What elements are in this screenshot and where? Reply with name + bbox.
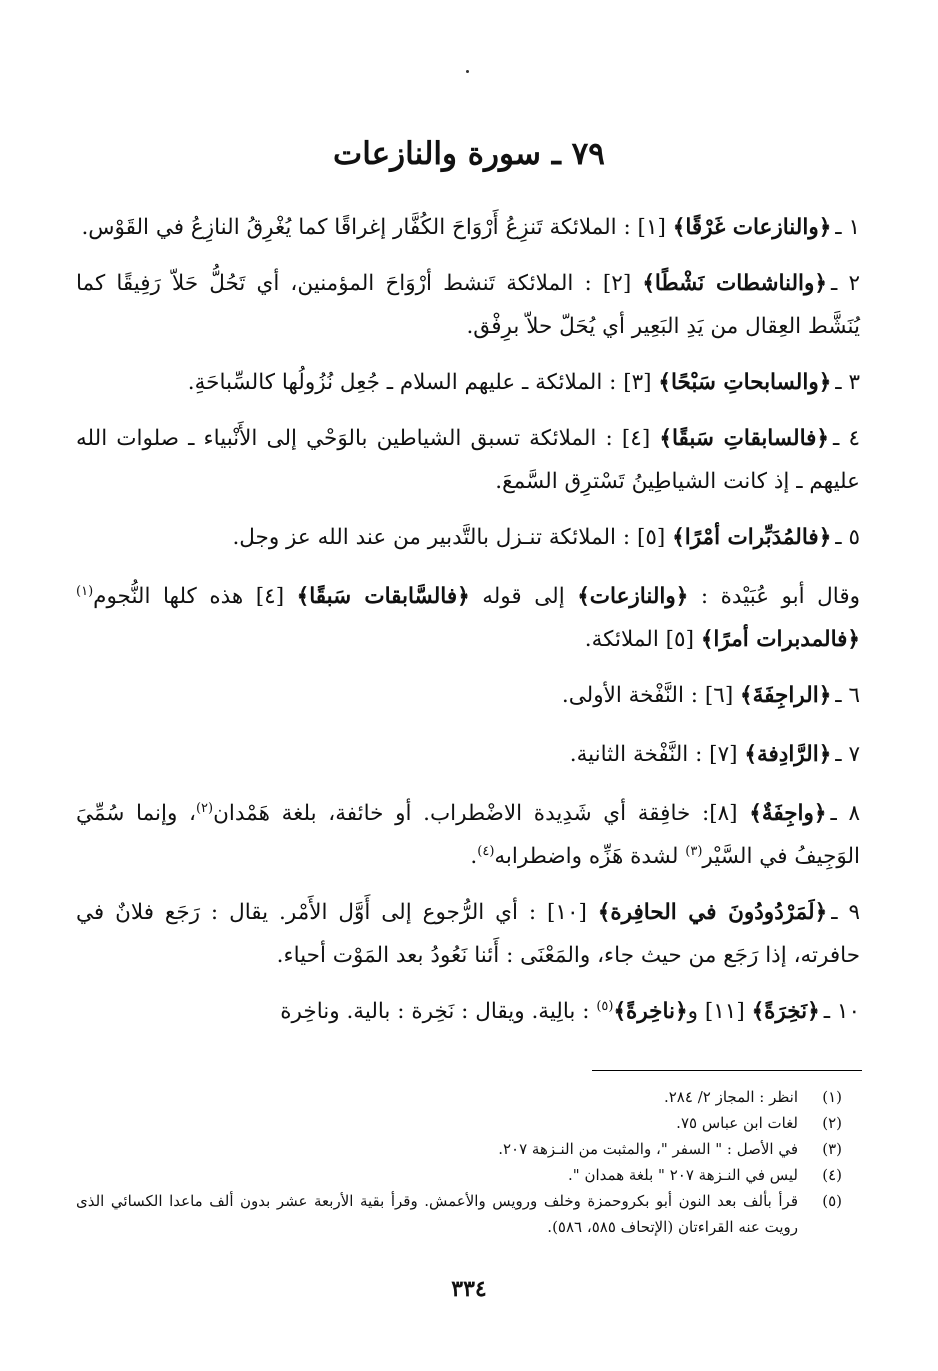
footnote-ref-1: (١): [76, 583, 94, 599]
footnote-number: (٢): [822, 1114, 842, 1132]
footnote-ref-2: (٢): [195, 800, 214, 816]
footnote-3: [76, 1136, 842, 1162]
footnote-text: لغات ابن عباس ٧٥.: [676, 1114, 798, 1132]
entry-4: [76, 417, 860, 503]
entry-text: [٨]: خافِقة أي شَدِيدة الاضْطراب. أو خائفة، بلغة هَمْدان: [213, 801, 750, 826]
para-text: وقال أبو عُبَيْدة :: [688, 584, 860, 609]
quran-quote: ﴿فالسابقاتِ سَبقًا﴾: [659, 426, 830, 451]
footnote-ref-4: (٤): [477, 843, 495, 859]
footnotes: [76, 1084, 842, 1240]
entry-number: ٦ ـ: [835, 683, 860, 708]
footnote-4: [76, 1162, 842, 1188]
quran-quote: ﴿فالسَّابقات سَبقًا﴾: [296, 584, 470, 609]
footnote-number: (٣): [822, 1140, 842, 1158]
entry-text: [٢] : الملائكة تَنشط أرْوَاحَ المؤمنين، أي تَحُلُّ حَلاّ رَفِيقًا كما يُنَشَّط العِقال من يَدِ البَعِير أي يُحَلّ حلاّ برِفْق.: [76, 271, 860, 339]
entry-text: ، وإنما سُمِّيَ الوَجِيفُ في السَّيْر: [76, 801, 860, 869]
quran-quote: ﴿فالمدبرات أمرًا﴾: [700, 627, 860, 652]
entry-7: [76, 733, 860, 776]
entry-8: [76, 792, 860, 878]
entry-3: [76, 361, 860, 404]
footnote-1: [76, 1084, 842, 1110]
entry-5: [76, 516, 860, 559]
footnote-number: (١): [822, 1088, 842, 1106]
entry-text: .: [470, 844, 478, 869]
footnote-5: [76, 1188, 842, 1240]
footnote-number: (٤): [822, 1166, 842, 1184]
entry-text: [١] : الملائكة تَنزِعُ أَرْوَاحَ الكُفَّار إغراقًا كما يُغْرِقُ النازِعُ في القَوْس.: [81, 215, 673, 240]
quran-quote: ﴿والنازعات﴾: [577, 584, 689, 609]
footnote-divider: [592, 1070, 862, 1071]
para-text: إلى قوله: [469, 584, 578, 609]
entry-10: [76, 990, 860, 1033]
footnote-text: في الأصل : " السفر "، والمثبت من النـزهة ٢٠٧.: [498, 1140, 798, 1158]
page-number: ٣٣٤: [451, 1276, 487, 1302]
entry-text: [٣] : الملائكة ـ عليهم السلام ـ جُعِل نُزُولُها كالسِّباحَةِ.: [187, 370, 659, 395]
quran-quote: ﴿والنازعات غَرْقًا﴾: [672, 215, 832, 240]
quran-quote: ﴿والناشطات نَشْطًا﴾: [642, 271, 828, 296]
entry-text: [٥] : الملائكة تنـزل بالتَّدبير من عند الله عز وجل.: [232, 525, 673, 550]
entry-text: [٦] : النَّفْخة الأولى.: [561, 683, 741, 708]
entry-6: [76, 674, 860, 717]
entry-text: [١١] و: [687, 999, 752, 1024]
footnote-text: انظر : المجاز ٢/ ٢٨٤.: [663, 1088, 798, 1106]
entry-text: : بالِية. ويقال : نَخِرة : بالية. وناخِرة: [280, 999, 597, 1024]
footnote-2: [76, 1110, 842, 1136]
quran-quote: ﴿ناخِرةً﴾: [613, 999, 688, 1024]
quran-quote: ﴿نَخِرَةً﴾: [751, 999, 820, 1024]
quran-quote: ﴿الرَّادِفة﴾: [744, 742, 832, 767]
quran-quote: ﴿واجِفَةٌ﴾: [749, 801, 827, 826]
entry-number: ٣ ـ: [835, 370, 860, 395]
para-text: [٥] الملائكة.: [584, 627, 701, 652]
entry-text: لشدة هَزِّه واضطرابه: [494, 844, 686, 869]
surah-title: ٧٩ ـ سورة والنازعات: [333, 136, 605, 172]
quran-quote: ﴿لَمَرْدُودُونَ في الحافِرة﴾: [597, 900, 828, 925]
entry-text: [١٠] : أي الرُّجوع إلى أَوَّل الأَمْر. يقال : رَجَع فلانٌ في حافرته، إذا رَجَع من حيث جاء، والمَعْنَى : أَئنا نَعُودُ بعد المَوْت أحياء.: [76, 900, 860, 968]
footnote-ref-3: (٣): [685, 843, 703, 859]
entry-number: ٧ ـ: [835, 742, 860, 767]
entry-number: ٥ ـ: [835, 525, 860, 550]
entry-9: [76, 891, 860, 977]
abu-ubayda-paragraph: [76, 575, 860, 661]
entry-2: [76, 262, 860, 348]
footnote-ref-5: (٥): [596, 998, 614, 1014]
entry-number: ٤ ـ: [833, 426, 861, 451]
quran-quote: ﴿الراجِفَةَ﴾: [740, 683, 832, 708]
commentary-body: [76, 206, 860, 1046]
entry-number: ٨ ـ: [830, 801, 861, 826]
entry-number: ١٠ ـ: [823, 999, 860, 1024]
footnote-text: قرأ بألف بعد النون أبو بكروحمزة وخلف ورويس والأعمش. وقرأ بقية الأربعة عشر بدون ألف ماعدا الكسائي الذى رويت عنه القراءتان (الإتحاف ٥٨٥، ٥٨٦).: [76, 1192, 798, 1236]
entry-number: ٢ ـ: [831, 271, 860, 296]
entry-text: [٧] : النَّفْخة الثانية.: [569, 742, 745, 767]
quran-quote: ﴿فالمُدَبِّرات أمْرًا﴾: [672, 525, 832, 550]
footnote-text: ليس في النـزهة ٢٠٧ " بلغة همدان ".: [568, 1166, 798, 1184]
entry-text: [٤] : الملائكة تسبق الشياطين بالوَحْي إلى الأَنْبياء ـ صلوات الله عليهم ـ إذ كانت الشياطِينُ تَسْترِق السَّمعَ.: [76, 426, 860, 494]
entry-number: ٩ ـ: [831, 900, 860, 925]
entry-1: [76, 206, 860, 249]
quran-quote: ﴿والسابحاتِ سَبْحًا﴾: [658, 370, 832, 395]
footnote-number: (٥): [822, 1192, 842, 1210]
para-text: [٤] هذه كلها النُّجوم: [93, 584, 297, 609]
page-dot-mark: [466, 70, 469, 73]
entry-number: ١ ـ: [835, 215, 860, 240]
